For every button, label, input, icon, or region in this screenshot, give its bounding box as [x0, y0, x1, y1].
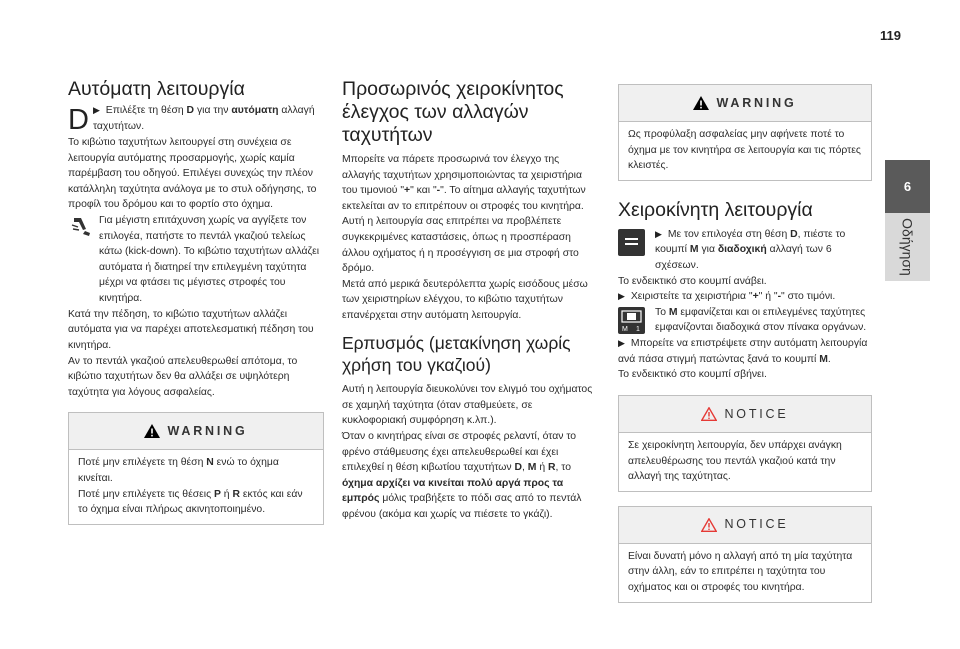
warning-box-right-body	[619, 121, 871, 180]
creep-paragraph-2: Όταν ο κινητήρας είναι σε στροφές ρελαντί, όταν το φρένο στάθμευσης έχει απελευθερωθεί και έχει επιλεχθεί η θέση κιβωτίου ταχυτήτων D, M ή R, το όχημα αρχίζει να κινείται πολύ αργά προς τα εμπρός μόλις τραβήξετε το πόδι σας από το πεντάλ φρένου (ακόμα και χωρίς να πιέσετε το γκάζι).	[342, 431, 582, 521]
warning-box-right-header	[619, 85, 871, 121]
automatic-step-text: ▶ Επιλέξτε τη θέση D για την αυτόματη αλλαγή ταχυτήτων.	[92, 105, 315, 132]
warning-title: WARNING	[167, 423, 248, 438]
manual-step-3: ▶ Μπορείτε να επιστρέψετε στην αυτόματη λειτουργία ανά πάσα στιγμή πατώντας ξανά το κουμπί M.	[618, 338, 868, 365]
svg-text:M: M	[622, 325, 628, 333]
temporary-paragraph-3: Μετά από μερικά δευτερόλεπτα χωρίς εισόδους μέσω των χειριστηρίων ελέγχου, το κιβώτιο ταχυτήτων επανέρχεται στην αυτόματη λειτουργία.	[342, 278, 588, 322]
notice-title-1: NOTICE	[724, 406, 789, 421]
manual-indicator-off: Το ενδεικτικό στο κουμπί σβήνει.	[618, 369, 767, 381]
kickdown-block	[68, 213, 324, 307]
notice-title-2: NOTICE	[724, 517, 789, 532]
notice-box-1-header	[619, 396, 871, 432]
warning-icon	[693, 96, 709, 110]
column-left	[68, 78, 324, 525]
manual-step-2: ▶ Χειριστείτε τα χειριστήρια "+" ή "-" στο τιμόνι.	[618, 291, 836, 303]
temporary-paragraph-2: Αυτή η λειτουργία σας επιτρέπει να προβλέπετε συγκεκριμένες καταστάσεις, όπως η προσπέραση άλλου οχήματος ή η προσέγγιση σε μια στροφή στο δρόμο.	[342, 216, 579, 275]
manual-step-1	[618, 227, 872, 274]
section-heading-automatic: Αυτόματη λειτουργία	[68, 78, 245, 100]
notice-icon	[701, 407, 717, 421]
notice-text-2: Είναι δυνατή μόνο η αλλαγή από τη μία ταχύτητα στην άλλη, εάν το επιτρέπει η ταχύτητα του οχήματος και οι στροφές του κινητήρα.	[628, 550, 853, 593]
kickdown-pedal-icon	[71, 215, 91, 237]
notice-box-1	[618, 395, 872, 492]
m-button-icon	[618, 229, 645, 256]
kickdown-text: Για μέγιστη επιτάχυνση χωρίς να αγγίξετε τον επιλογέα, πατήστε το πεντάλ γκαζιού τελείως κάτω (kick-down). Το κιβώτιο ταχυτήτων αλλάζει αυτόματα ή διατηρεί την επιλεγμένη ταχύτητα μέχρι να φτάσει τις μέγιστες στροφές του κινητήρα.	[99, 215, 320, 305]
notice-text-1: Σε χειροκίνητη λειτουργία, δεν υπάρχει ανάγκη απελευθέρωσης του πεντάλ γκαζιού κατά την αλλαγή της ταχύτητας.	[628, 439, 842, 483]
manual-display-text: Το M εμφανίζεται και οι επιλεγμένες ταχύτητες εμφανίζονται διαδοχικά στον πίνακα οργάνων.	[655, 306, 867, 334]
warning-icon	[144, 424, 160, 438]
warning-title-right: WARNING	[716, 95, 797, 110]
section-heading-temporary-manual: Προσωρινός χειροκίνητος έλεγχος των αλλαγών ταχυτήτων	[342, 78, 564, 146]
warning-text-1: Ποτέ μην επιλέγετε τη θέση N ενώ το όχημα κινείται.	[78, 457, 279, 484]
step-arrow-icon: ▶	[618, 338, 625, 349]
svg-text:1: 1	[636, 325, 640, 333]
manual-display-block	[618, 305, 872, 336]
automatic-paragraph: Το κιβώτιο ταχυτήτων λειτουργεί στη συνέχεια σε λειτουργία αυτόματης προσαρμογής, χωρίς καμία παρέμβαση του οδηγού. Επιλέγει συνεχώς την πλέον κατάλληλη ταχύτητα ανάλογα με το στυλ οδήγησης, το προφίλ του δρόμου και το φορτίο στο όχημα.	[68, 137, 317, 211]
gear-d-symbol: D	[68, 104, 89, 136]
release-paragraph: Αν το πεντάλ γκαζιού απελευθερωθεί απότομα, το κιβώτιο ταχυτήτων δεν θα αλλάξει σε υψηλότερη ταχύτητα για λόγους ασφαλείας.	[68, 355, 298, 398]
notice-box-2-body	[619, 543, 871, 602]
section-heading-manual: Χειροκίνητη λειτουργία	[618, 198, 813, 221]
column-middle	[342, 78, 597, 523]
warning-box-body	[69, 449, 323, 523]
column-right	[618, 84, 872, 603]
warning-right-text: Ως προφύλαξη ασφαλείας μην αφήνετε ποτέ το όχημα με τον κινητήρα σε λειτουργία και τις πόρτες κλειστές.	[628, 129, 861, 172]
step-arrow-icon: ▶	[655, 228, 662, 239]
notice-box-2-header	[619, 507, 871, 543]
notice-box-1-body	[619, 432, 871, 491]
braking-paragraph: Κατά την πέδηση, το κιβώτιο ταχυτήτων αλλάζει αυτόματα για να παρέχει αποτελεσματική πέδηση του κινητήρα.	[68, 308, 314, 351]
step-arrow-icon: ▶	[618, 291, 625, 302]
section-heading-creep: Ερπυσμός (μετακίνηση χωρίς χρήση του γκαζιού)	[342, 332, 571, 376]
warning-text-2: Ποτέ μην επιλέγετε τις θέσεις P ή R εκτός και εάν το όχημα είναι πλήρως ακινητοποιημένο.	[78, 488, 303, 516]
chapter-label-tab[interactable]	[885, 213, 930, 281]
cluster-m-display-icon	[618, 307, 645, 334]
creep-paragraph-1: Αυτή η λειτουργία διευκολύνει τον ελιγμό του οχήματος σε χαμηλή ταχύτητα (όταν σταθμεύετε, σε κυκλοφοριακή συμφόρηση κ.λπ.).	[342, 384, 593, 427]
notice-icon	[701, 518, 717, 532]
automatic-step	[68, 106, 324, 135]
warning-box	[68, 412, 324, 524]
manual-indicator-on: Το ενδεικτικό στο κουμπί ανάβει.	[618, 275, 767, 287]
page-number: 119	[880, 28, 901, 43]
warning-box-right	[618, 84, 872, 181]
step-arrow-icon: ▶	[92, 105, 100, 115]
warning-box-header	[69, 413, 323, 449]
chapter-number-tab[interactable]: 6	[885, 160, 930, 213]
manual-step-1-text: ▶ Με τον επιλογέα στη θέση D, πιέστε το κουμπί M για διαδοχική αλλαγή των 6 σχέσεων.	[655, 228, 846, 272]
chapter-label: Οδήγηση	[899, 218, 916, 276]
temporary-paragraph-1: Μπορείτε να πάρετε προσωρινά τον έλεγχο της αλλαγής ταχυτήτων χρησιμοποιώντας τα χειριστήρια του τιμονιού "+" και "-". Το αίτημα αλλαγής ταχυτήτων εκτελείται αν το επιτρέπουν οι στροφές του κινητήρα.	[342, 154, 586, 212]
notice-box-2	[618, 506, 872, 603]
